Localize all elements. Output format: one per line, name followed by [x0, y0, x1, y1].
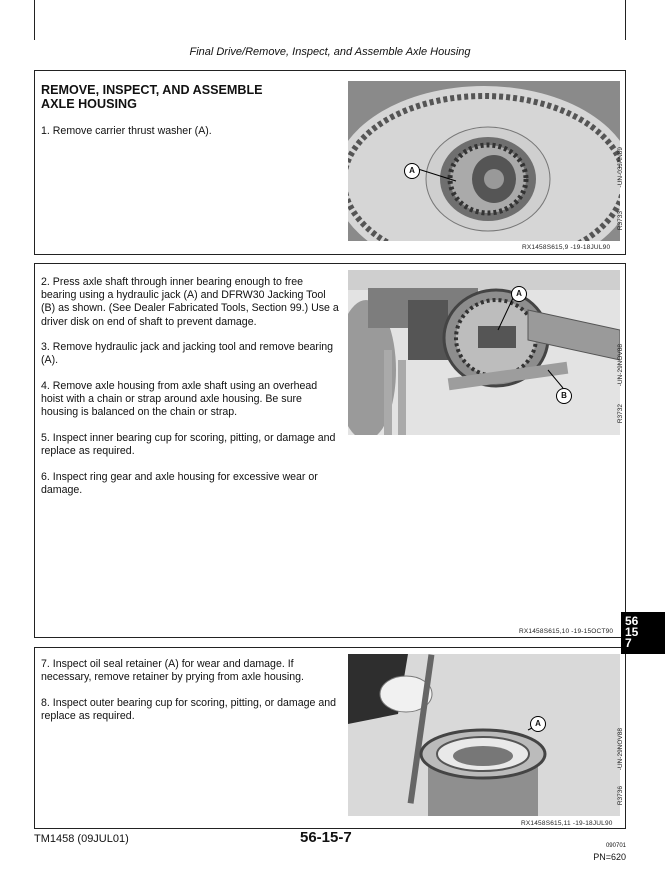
- vertical-code-lower: R3732: [617, 404, 624, 424]
- callout-a: A: [404, 163, 420, 179]
- section-title: REMOVE, INSPECT, AND ASSEMBLE AXLE HOUSING: [41, 83, 263, 111]
- oil-seal-photo: [348, 654, 620, 816]
- page-number: 56-15-7: [300, 829, 352, 846]
- step-5: 5. Inspect inner bearing cup for scoring, pitting, or damage and replace as required.: [41, 432, 336, 458]
- section2-text: [41, 276, 341, 510]
- step-2: 2. Press axle shaft through inner bearing enough to free bearing using a hydraulic jack (A) and DFRW30 Jacking Tool (B) as shown. (See Dealer Fabricated Tools, Section 99.) Use a driver disk on end of shaft to prevent damage.: [41, 276, 339, 328]
- tab-line-1: 56: [625, 614, 639, 628]
- callout-b: B: [556, 388, 572, 404]
- vertical-code-upper: -UN-29NOV88: [617, 728, 624, 771]
- callout-a: A: [530, 716, 546, 732]
- step-6: 6. Inspect ring gear and axle housing for excessive wear or damage.: [41, 470, 318, 496]
- step-3: 3. Remove hydraulic jack and jacking tool and remove bearing (A).: [41, 341, 334, 367]
- thrust-washer-photo: [348, 81, 620, 241]
- vertical-code-upper: -UN-03JAN89: [617, 147, 624, 188]
- tab-line-2: 15: [625, 625, 639, 639]
- section1-text: [41, 83, 341, 151]
- vertical-code-lower: R3733: [617, 211, 624, 231]
- jacking-tool-photo: [348, 270, 620, 435]
- callout-a: A: [511, 286, 527, 302]
- image-code: RX1458S615,10 -19-15OCT90: [519, 628, 614, 635]
- left-margin-line: [34, 0, 35, 40]
- section-inspect-oil-seal: [34, 647, 626, 829]
- image-code: RX1458S615,11 -19-18JUL90: [521, 820, 613, 827]
- section-press-axle-shaft: [34, 263, 626, 638]
- vertical-code-lower: R3736: [617, 786, 624, 806]
- step-7: 7. Inspect oil seal retainer (A) for wear and damage. If necessary, remove retainer by prying from axle housing.: [41, 658, 305, 684]
- vertical-code-upper: -UN-29NOV88: [617, 344, 624, 387]
- step-8: 8. Inspect outer bearing cup for scoring, pitting, or damage and replace as required.: [41, 696, 337, 722]
- section-tab: [621, 612, 665, 654]
- page-header: Final Drive/Remove, Inspect, and Assemble Axle Housing: [189, 46, 471, 58]
- section3-text: [41, 658, 341, 736]
- tab-line-3: 7: [625, 636, 632, 650]
- thrust-washer-illustration: [348, 81, 620, 241]
- oil-seal-illustration: [348, 654, 620, 816]
- section-remove-thrust-washer: [34, 70, 626, 255]
- pn-number: PN=620: [593, 852, 626, 862]
- jacking-tool-illustration: [348, 270, 620, 435]
- step-4: 4. Remove axle housing from axle shaft using an overhead hoist with a chain or strap around axle housing. Be sure housing is balanced on the chain or strap.: [41, 380, 318, 419]
- image-code: RX1458S615,9 -19-18JUL90: [522, 244, 611, 251]
- manual-number: TM1458 (09JUL01): [34, 833, 129, 845]
- right-margin-line: [625, 0, 626, 40]
- step-1: 1. Remove carrier thrust washer (A).: [41, 125, 212, 137]
- footer-date-code: 090701: [605, 843, 626, 849]
